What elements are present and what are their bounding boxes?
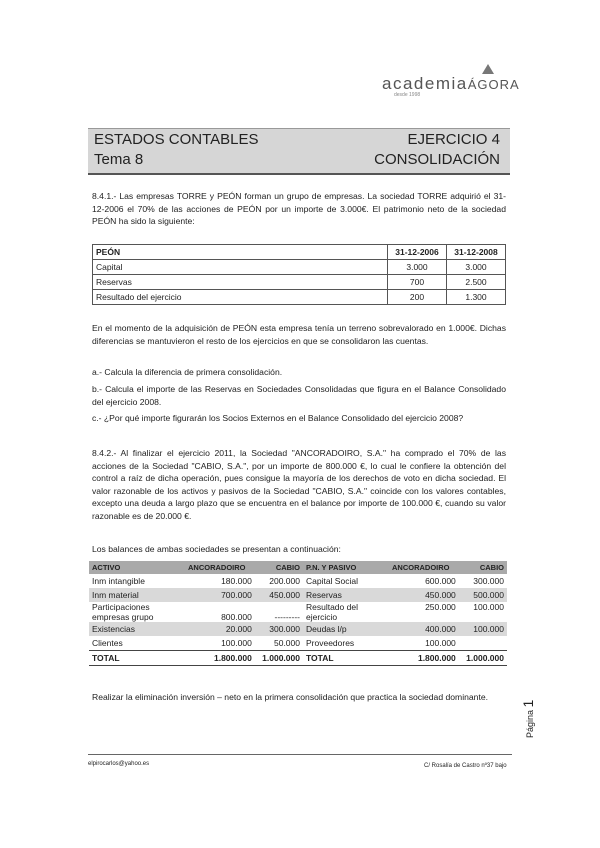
table-cell: 450.000 xyxy=(255,588,303,602)
table-cell: 600.000 xyxy=(425,576,456,586)
table-header: CABIO xyxy=(255,561,303,574)
table-cell: Capital xyxy=(93,260,388,275)
table-cell: 700 xyxy=(388,275,447,290)
table-cell: Reservas xyxy=(303,588,389,602)
table-cell: Existencias xyxy=(89,622,185,636)
table-header: 31-12-2006 xyxy=(388,245,447,260)
table-cell: 250.000 xyxy=(425,602,456,612)
table-header: ANCORADOIRO xyxy=(389,561,459,574)
page-indicator xyxy=(520,700,536,738)
footer-email: elpirocarlos@yahoo.es xyxy=(88,761,150,767)
table-cell: 20.000 xyxy=(185,622,255,636)
footer-address: C/ Rosalía de Castro nº37 bajo xyxy=(424,763,507,769)
table-total-row xyxy=(89,651,507,666)
table-cell: TOTAL xyxy=(89,651,185,666)
ex2-balances-intro: Los balances de ambas sociedades se presentan a continuación: xyxy=(92,544,341,554)
table-cell: 1.800.000 xyxy=(389,651,459,666)
header-exercise: EJERCICIO 4 xyxy=(407,131,500,148)
table-cell: Proveedores xyxy=(305,638,355,648)
ex2-intro: 8.4.2.- Al finalizar el ejercicio 2011, la Sociedad "ANCORADOIRO, S.A." ha comprado el 70% de las acciones de la Sociedad "CABIO, S.A.", por un importe de 800.000 €, lo cual le confiere la obtención del control a raíz de dicha operación, pues consigue la mayoría de los derechos de voto en dicha sociedad. El valor razonable de los activos y pasivos de la Sociedad "CABIO, S.A." coincide con los valores contables, excepto una deuda a largo plazo que se encuentra en el balance por importe de 100.000 €, cuando su valor razonable es de 20.000 €. xyxy=(92,448,506,521)
table-cell: 3.000 xyxy=(447,260,506,275)
table-cell: 400.000 xyxy=(389,622,459,636)
table-header: ACTIVO xyxy=(89,561,185,574)
table-header: P.N. Y PASIVO xyxy=(303,561,389,574)
table-row xyxy=(89,574,507,588)
header-tema: Tema 8 xyxy=(94,151,144,168)
table-cell: 800.000 xyxy=(221,612,252,622)
page-label: Página xyxy=(525,709,535,738)
table-cell: 100.000 xyxy=(459,622,507,636)
table-cell: Resultado del ejercicio xyxy=(93,290,388,305)
table-cell: 200.000 xyxy=(269,576,300,586)
academia-agora-logo xyxy=(382,64,520,102)
table-cell: 1.800.000 xyxy=(185,651,255,666)
page-number: 1 xyxy=(520,699,536,708)
ex1-intro: 8.4.1.- Las empresas TORRE y PEÓN forman un grupo de empresas. La sociedad TORRE adquirió el 31-12-2006 el 70% de las acciones de PEÓN por un importe de 3.000€. El patrimonio neto de la sociedad PEÓN ha sido la siguiente: xyxy=(92,191,506,227)
table-row xyxy=(89,588,507,602)
table-cell: 100.000 xyxy=(221,638,252,648)
table-cell: 100.000 xyxy=(425,638,456,648)
table-row xyxy=(89,602,507,622)
peon-table xyxy=(92,244,506,305)
table-cell: Reservas xyxy=(93,275,388,290)
triangle-icon xyxy=(482,64,494,74)
table-cell: 300.000 xyxy=(255,622,303,636)
table-header: CABIO xyxy=(459,561,507,574)
table-cell: 200 xyxy=(388,290,447,305)
table-cell: Capital Social xyxy=(305,576,358,586)
ex1-question-b: b.- Calcula el importe de las Reservas en Sociedades Consolidadas que figura en el Balance Consolidado del ejercicio 2008. xyxy=(92,384,506,407)
table-row xyxy=(93,290,506,305)
logo-subtitle: desde 1998 xyxy=(394,92,421,98)
table-cell: Inm material xyxy=(89,588,185,602)
ex1-question-c: c.- ¿Por qué importe figurarán los Socios Externos en el Balance Consolidado del ejercicio 2008? xyxy=(92,413,464,423)
table-header-row xyxy=(89,561,507,574)
table-cell: 2.500 xyxy=(447,275,506,290)
table-cell: 1.000.000 xyxy=(255,651,303,666)
table-cell: 180.000 xyxy=(221,576,252,586)
ex1-question-a: a.- Calcula la diferencia de primera consolidación. xyxy=(92,367,283,377)
table-header: 31-12-2008 xyxy=(447,245,506,260)
table-cell: Inm intangible xyxy=(92,576,145,586)
header-topic: CONSOLIDACIÓN xyxy=(374,151,500,168)
header-subject: ESTADOS CONTABLES xyxy=(94,131,259,148)
table-cell xyxy=(459,636,507,651)
header-box xyxy=(88,128,510,175)
table-cell: 1.000.000 xyxy=(459,651,507,666)
table-cell: TOTAL xyxy=(303,651,389,666)
table-cell: 3.000 xyxy=(388,260,447,275)
table-cell: Deudas l/p xyxy=(303,622,389,636)
table-cell: 450.000 xyxy=(389,588,459,602)
table-cell: 300.000 xyxy=(473,576,504,586)
table-header-row xyxy=(93,245,506,260)
table-cell: --------- xyxy=(274,612,300,622)
table-row xyxy=(89,622,507,636)
table-row xyxy=(93,260,506,275)
table-cell: 50.000 xyxy=(273,638,300,648)
ex1-text2: En el momento de la adquisición de PEÓN esta empresa tenía un terreno sobrevalorado en 1.000€. Dichas diferencias se mantuvieron el resto de los ejercicios en que se consolidaron las cuentas. xyxy=(92,323,506,346)
logo-name: academia xyxy=(382,74,468,93)
table-cell: 500.000 xyxy=(459,588,507,602)
table-cell: 700.000 xyxy=(185,588,255,602)
table-cell: Participaciones empresas grupo xyxy=(92,602,154,622)
logo-name2: ÁGORA xyxy=(467,77,520,92)
table-cell: 1.300 xyxy=(447,290,506,305)
logo-text xyxy=(382,74,520,94)
table-header: ANCORADOIRO xyxy=(185,561,255,574)
table-row xyxy=(93,275,506,290)
balances-table xyxy=(89,561,507,666)
table-cell: Clientes xyxy=(92,638,123,648)
ex2-closing: Realizar la eliminación inversión – neto en la primera consolidación que practica la sociedad dominante. xyxy=(92,692,489,702)
table-cell: 100.000 xyxy=(473,602,504,612)
table-header: PEÓN xyxy=(93,245,388,260)
footer-divider xyxy=(88,754,512,755)
table-cell: Resultado del ejercicio xyxy=(305,602,358,622)
table-row xyxy=(89,636,507,651)
